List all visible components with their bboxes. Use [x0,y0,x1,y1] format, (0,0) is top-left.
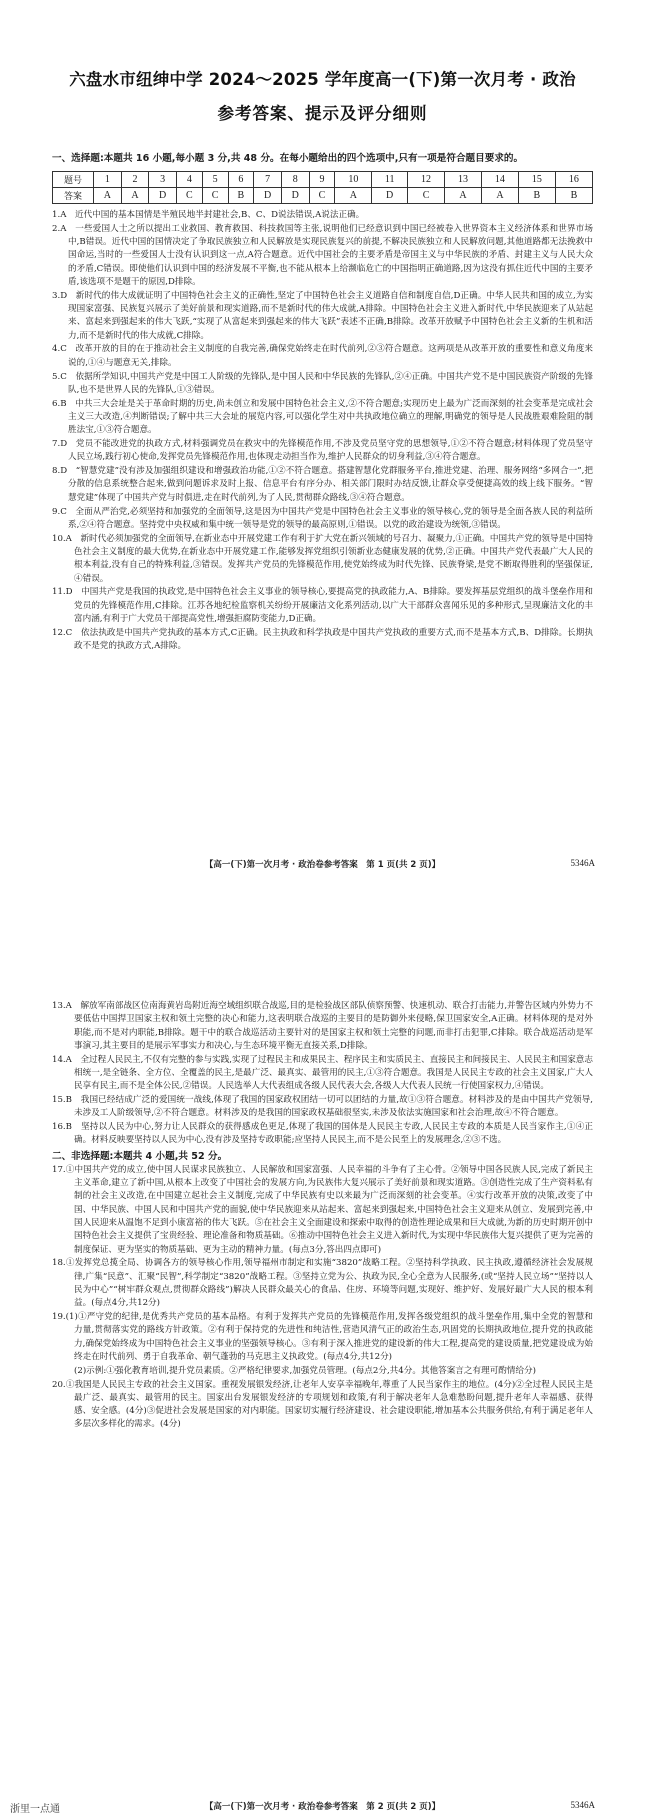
question-number-cell: 16 [555,172,592,188]
footer-brand: 浙里一点通 [10,1804,60,1815]
open-question-heading: 二、非选择题:本题共 4 小题,共 52 分。 [52,1150,228,1162]
question-number-cell: 4 [176,172,202,188]
explanation-item: 10.A 新时代必须加强党的全面领导,在新业态中开展党建工作有利于扩大党在新兴领域的号召力、凝聚力,①正确。中国共产党的领导是中国特色社会主义制度的最大优势,在新业态中开展党建工作,能够发挥党组织引领新业态健康发展的优势,②正确。中国共产党代表最广大人民的根本利益,没有自己的特殊利益,③错误。发挥共产党员的先锋模范作用,使党始终成为时代先锋、民族脊梁,是党不断取得胜利的坚强保证,④错误。 [52,533,593,584]
answer-cell: D [281,188,309,204]
answer-cell: B [555,188,592,204]
document-subtitle: 参考答案、提示及评分细则 [217,104,428,123]
explanation-item: 14.A 全过程人民民主,不仅有完整的参与实践,实现了过程民主和成果民主、程序民主和实质民主、直接民主和间接民主、人民民主和国家意志相统一,是全链条、全方位、全覆盖的民主,是最广泛、最真实、最管用的民主,①③符合题意。我国是人民民主专政的社会主义国家,广大人民享有民主,而不是全体公民,②错误。人民选举人大代表组成各级人民代表大会,各级人大代表人民统一行使国家权力,④错误。 [52,1054,593,1092]
explanation-item: 15.B 我国已经结成广泛的爱国统一战线,体现了我国的国家政权团结一切可以团结的力量,故①③符合题意。材料涉及的是由中国共产党领导,未涉及工人阶级领导,②不符合题意。材料涉及的是我国的国家政权基础很坚实,未涉及依法实施国家和社会治理,故④不符合题意。 [52,1095,593,1119]
question-number-cell: 7 [254,172,282,188]
question-number-cell: 8 [281,172,309,188]
page-one-explanations [52,209,593,653]
explanation-item: 8.D “智慧党建”没有涉及加强组织建设和增强政治功能,①②不符合题意。搭建智慧化党群服务平台,推进党建、治理、服务网络“多网合一”,把分散的信息系统整合起来,做到问题诉求及时上报、信息平台有序分办、相关部门限时办结反馈,让群众享受便捷高效的线上线下服务。“智慧党建”体现了中国共产党与时俱进,走在时代前列,为了人民,贯彻群众路线,③④符合题意。 [52,466,593,503]
question-number-cell: 11 [372,172,408,188]
explanation-item: 1.A 近代中国的基本国情是半殖民地半封建社会,B、C、D说法错误,A说法正确。 [52,210,365,220]
question-number-cell: 6 [228,172,254,188]
document-title: 六盘水市纽绅中学 2024～2025 学年度高一(下)第一次月考 · 政治 [69,70,576,89]
multiple-choice-heading: 一、选择题:本题共 16 小题,每小题 3 分,共 48 分。在每小题给出的四个选项中,只有一项是符合题目要求的。 [52,153,524,164]
explanation-item: 16.B 坚持以人民为中心,努力让人民群众的获得感成色更足,体现了我国的国体是人民民主专政,人民民主专政的本质是人民当家作主,①④正确。材料反映要坚持以人民为中心,没有涉及坚持专政职能;应坚持人民民主,而不是公民至上的发展理念,②③不选。 [52,1122,593,1146]
answer-cell: D [254,188,282,204]
explanation-item: 3.D 新时代的伟大成就证明了中国特色社会主义的正确性,坚定了中国特色社会主义道路自信和制度自信,D正确。中华人民共和国的成立,为实现国家富强、民族复兴展示了美好前景和现实道路,而不是新时代的伟大成就,A排除。中国特色社会主义进入新时代,中华民族迎来了从站起来、富起来到强起来的伟大飞跃,“实现了从富起来到强起来的伟大飞跃”表述不正确,B排除。改革开放赋予中国特色社会主义新的生机和活力,而不是新时代的伟大成就,C排除。 [52,290,593,341]
question-number-cell: 5 [202,172,228,188]
answer-cell: C [309,188,335,204]
footer-page-label: 【高一(下)第一次月考 · 政治卷参考答案 第 2 页(共 2 页)】 [204,1802,441,1812]
footer-code: 5346A [570,1800,595,1810]
question-number-cell: 13 [445,172,482,188]
explanation-item: 12.C 依法执政是中国共产党执政的基本方式,C正确。民主执政和科学执政是中国共产党执政的重要方式,而不是基本方式,B、D排除。长期执政不是党的执政方式,A排除。 [52,627,593,651]
question-number-cell: 12 [408,172,445,188]
question-number-cell: 2 [121,172,149,188]
question-number-cell: 3 [149,172,177,188]
answer-cell: D [149,188,177,204]
footer-code: 5346A [570,858,595,868]
explanation-item: 7.D 党员不能改进党的执政方式,材料强调党员在救灾中的先锋模范作用,不涉及党员坚守党的思想领导,①②不符合题意;材料体现了党员坚守人民立场,践行初心使命,发挥党员先锋模范作用,也体现走动担当作为,维护人民群众的切身利益,③④符合题意。 [52,439,593,463]
answer-row [53,188,593,204]
question-number-cell: 10 [335,172,372,188]
answer-item: 20.①我国是人民民主专政的社会主义国家。重视发展银发经济,让老年人安享幸福晚年,尊重了人民当家作主的地位。(4分)②全过程人民民主是最广泛、最真实、最管用的民主。国家出台发展银发经济的专项规划和政策,有利于解决老年人急难愁盼问题,提升老年人幸福感、获得感、安全感。(4分)③促进社会发展是国家的对内职能。国家切实履行经济建设、社会建设职能,增加基本公共服务供给,有利于满足老年人多层次多样化的需求。(4分) [52,1379,593,1430]
open-question-answers [52,1164,593,1432]
answer-key-table [52,171,593,204]
explanation-item: 9.C 全面从严治党,必须坚持和加强党的全面领导,这是因为中国共产党是中国特色社会主义事业的领导核心,党的领导是全面各族人民的利益所系,②④符合题意。坚持党中央权威和集中统一领导是党的领导的最高原则,①错误。以党的政治建设为统领,③错误。 [52,506,593,530]
answer-cell: A [121,188,149,204]
page-two-body [52,1000,593,1432]
page-two-explanations [52,1000,593,1148]
answer-cell: C [202,188,228,204]
explanation-item: 2.A 一些爱国人士之所以提出工业救国、教育救国、科技救国等主张,说明他们已经意识到中国已经被卷入世界资本主义经济体系和世界市场中,B错误。近代中国的国情决定了争取民族独立和人民解放是实现民族复兴的前提,不解决民族独立和人民解放问题,其他道路都无法挽救中国命运,当时的一些爱国人士没有认识到这一点,A符合题意。近代中国社会的主要矛盾是帝国主义与中华民族的矛盾、封建主义与人民大众的矛盾,C错误。即使他们认识到中国的经济发展不平衡,也不能从根本上给濒临危亡的中国指明正确道路,因为这没有抓住近代中国的主要矛盾,该选项不是题干的原因,D排除。 [52,223,593,287]
answer-cell: B [228,188,254,204]
answer-item: 19.(1)①严守党的纪律,是优秀共产党员的基本品格。有利于发挥共产党员的先锋模范作用,发挥各级党组织的战斗堡垒作用,集中全党的智慧和力量,贯彻落实党的路线方针政策。②有利于保持党的先进性和纯洁性,营造风清气正的政治生态,巩固党的长期执政地位,提升党的执政能力,确保党始终成为中国特色社会主义事业的坚强领导核心。③有利于深入推进党的建设新的伟大工程,提高党的建设质量,把党建设成为始终走在时代前列、勇于自我革命、朝气蓬勃的马克思主义执政党。(每点4分,共12分) [52,1312,593,1362]
answer-cell: C [176,188,202,204]
answer-item: 18.①发挥党总揽全局、协调各方的领导核心作用,领导福州市制定和实施“3820”战略工程。②坚持科学执政、民主执政,遵循经济社会发展规律,广集“民意”、汇聚“民智”,科学制定“3820”战略工程。③坚持立党为公、执政为民,全心全意为人民服务,(或“坚持人民立场”“坚持以人民为中心”“树牢群众观点,贯彻群众路线”)解决人民群众最关心的食品、住房、环境等问题,实现好、维护好、发展好最广大人民的根本利益。(每点4分,共12分) [52,1258,593,1309]
answer-item: 17.①中国共产党的成立,使中国人民谋求民族独立、人民解放和国家富强、人民幸福的斗争有了主心骨。②领导中国各民族人民,完成了新民主主义革命,建立了新中国,从根本上改变了中国社会的发展方向,为民族伟大复兴展示了美好前景和现实道路。③创造性完成了生产资料私有制的社会主义改造,在中国建立起社会主义制度,完成了中华民族有史以来最为广泛而深刻的社会变革。④实行改革开放的决策,改变了中国、中华民族、中国人民和中国共产党的面貌,使中华民族迎来从站起来、富起来到强起来,中国特色社会主义迎来从创立、发展到完善,中国人民迎来从温饱不足到小康富裕的伟大飞跃。⑤在社会主义全面建设和探索中取得的创造性理论成果和巨大成就,为新的历史时期开创中国特色社会主义提供了宝贵经验、理论准备和物质基础。⑥推动中国特色社会主义进入新时代,为实现中华民族伟大复兴提供了更为完善的制度保证、更为坚实的物质基础、更为主动的精神力量。(每点3分,答出四点即可) [52,1164,593,1255]
row-label-question: 题号 [53,172,94,188]
explanation-item: 13.A 解放军南部战区位南海黄岩岛附近海空域组织联合战巡,目的是检验战区部队侦察预警、快速机动、联合打击能力,并警告区域内外势力不要低估中国捍卫国家主权和领土完整的决心和能力,这表明联合战巡的主要目的是防御外来侵略,保卫国家安全,A正确。材料体现的是对外职能,而不是对内职能,B排除。题干中的联合战巡活动主要针对的是国家主权和领土完整的问题,而非打击犯罪,C排除。联合战巡活动是军事演习,其主要目的是展示军事实力和决心,与生态环境平衡无直接关系,D排除。 [52,1001,593,1051]
page-one-body [52,152,593,654]
question-number-row [53,172,593,188]
explanation-item: 6.B 中共三大会址是关于革命时期的历史,尚未创立和发展中国特色社会主义,②不符合题意;实现历史上最为广泛而深刻的社会变革是完成社会主义三大改造,④判断错误;了解中共三大会址的展览内容,可以强化学生对中共执政地位确立的理解,明确党的领导是人民战胜艰难险阻的制胜法宝,①③符合题意。 [52,398,593,436]
answer-cell: B [518,188,555,204]
explanation-item: 11.D 中国共产党是我国的执政党,是中国特色社会主义事业的领导核心,要提高党的执政能力,A、B排除。要发挥基层党组织的战斗堡垒作用和党员的先锋模范作用,C排除。江苏各地纪检监察机关纷纷开展廉洁文化系列活动,以广大干部群众喜闻乐见的多种形式,呈现廉洁文化的丰富内涵,有利于广大党员干部提高党性,增强拒腐防变能力,D正确。 [52,587,593,624]
answer-cell: D [372,188,408,204]
question-number-cell: 14 [481,172,518,188]
answer-cell: A [335,188,372,204]
answer-cell: A [94,188,122,204]
footer-page-label: 【高一(下)第一次月考 · 政治卷参考答案 第 1 页(共 2 页)】 [204,860,441,870]
question-number-cell: 15 [518,172,555,188]
question-number-cell: 9 [309,172,335,188]
answer-cell: A [445,188,482,204]
explanation-item: 4.C 改革开放的目的在于推动社会主义制度的自我完善,确保党始终走在时代前列,②③符合题意。这两项是从改革开放的重要性和意义角度来说的,①④与题意无关,排除。 [52,344,593,368]
question-number-cell: 1 [94,172,122,188]
answer-cell: A [481,188,518,204]
row-label-answer: 答案 [53,188,94,204]
explanation-item: 5.C 依据所学知识,中国共产党是中国工人阶级的先锋队,是中国人民和中华民族的先锋队,②④正确。中国共产党不是中国民族资产阶级的先锋队,也不是世界人民的先锋队,①③错误。 [52,371,593,395]
answer-item: (2)示例:①强化教育培训,提升党员素质。②严格纪律要求,加强党员管理。(每点2分,共4分。其他答案言之有理可酌情给分) [74,1365,537,1376]
answer-cell: C [408,188,445,204]
